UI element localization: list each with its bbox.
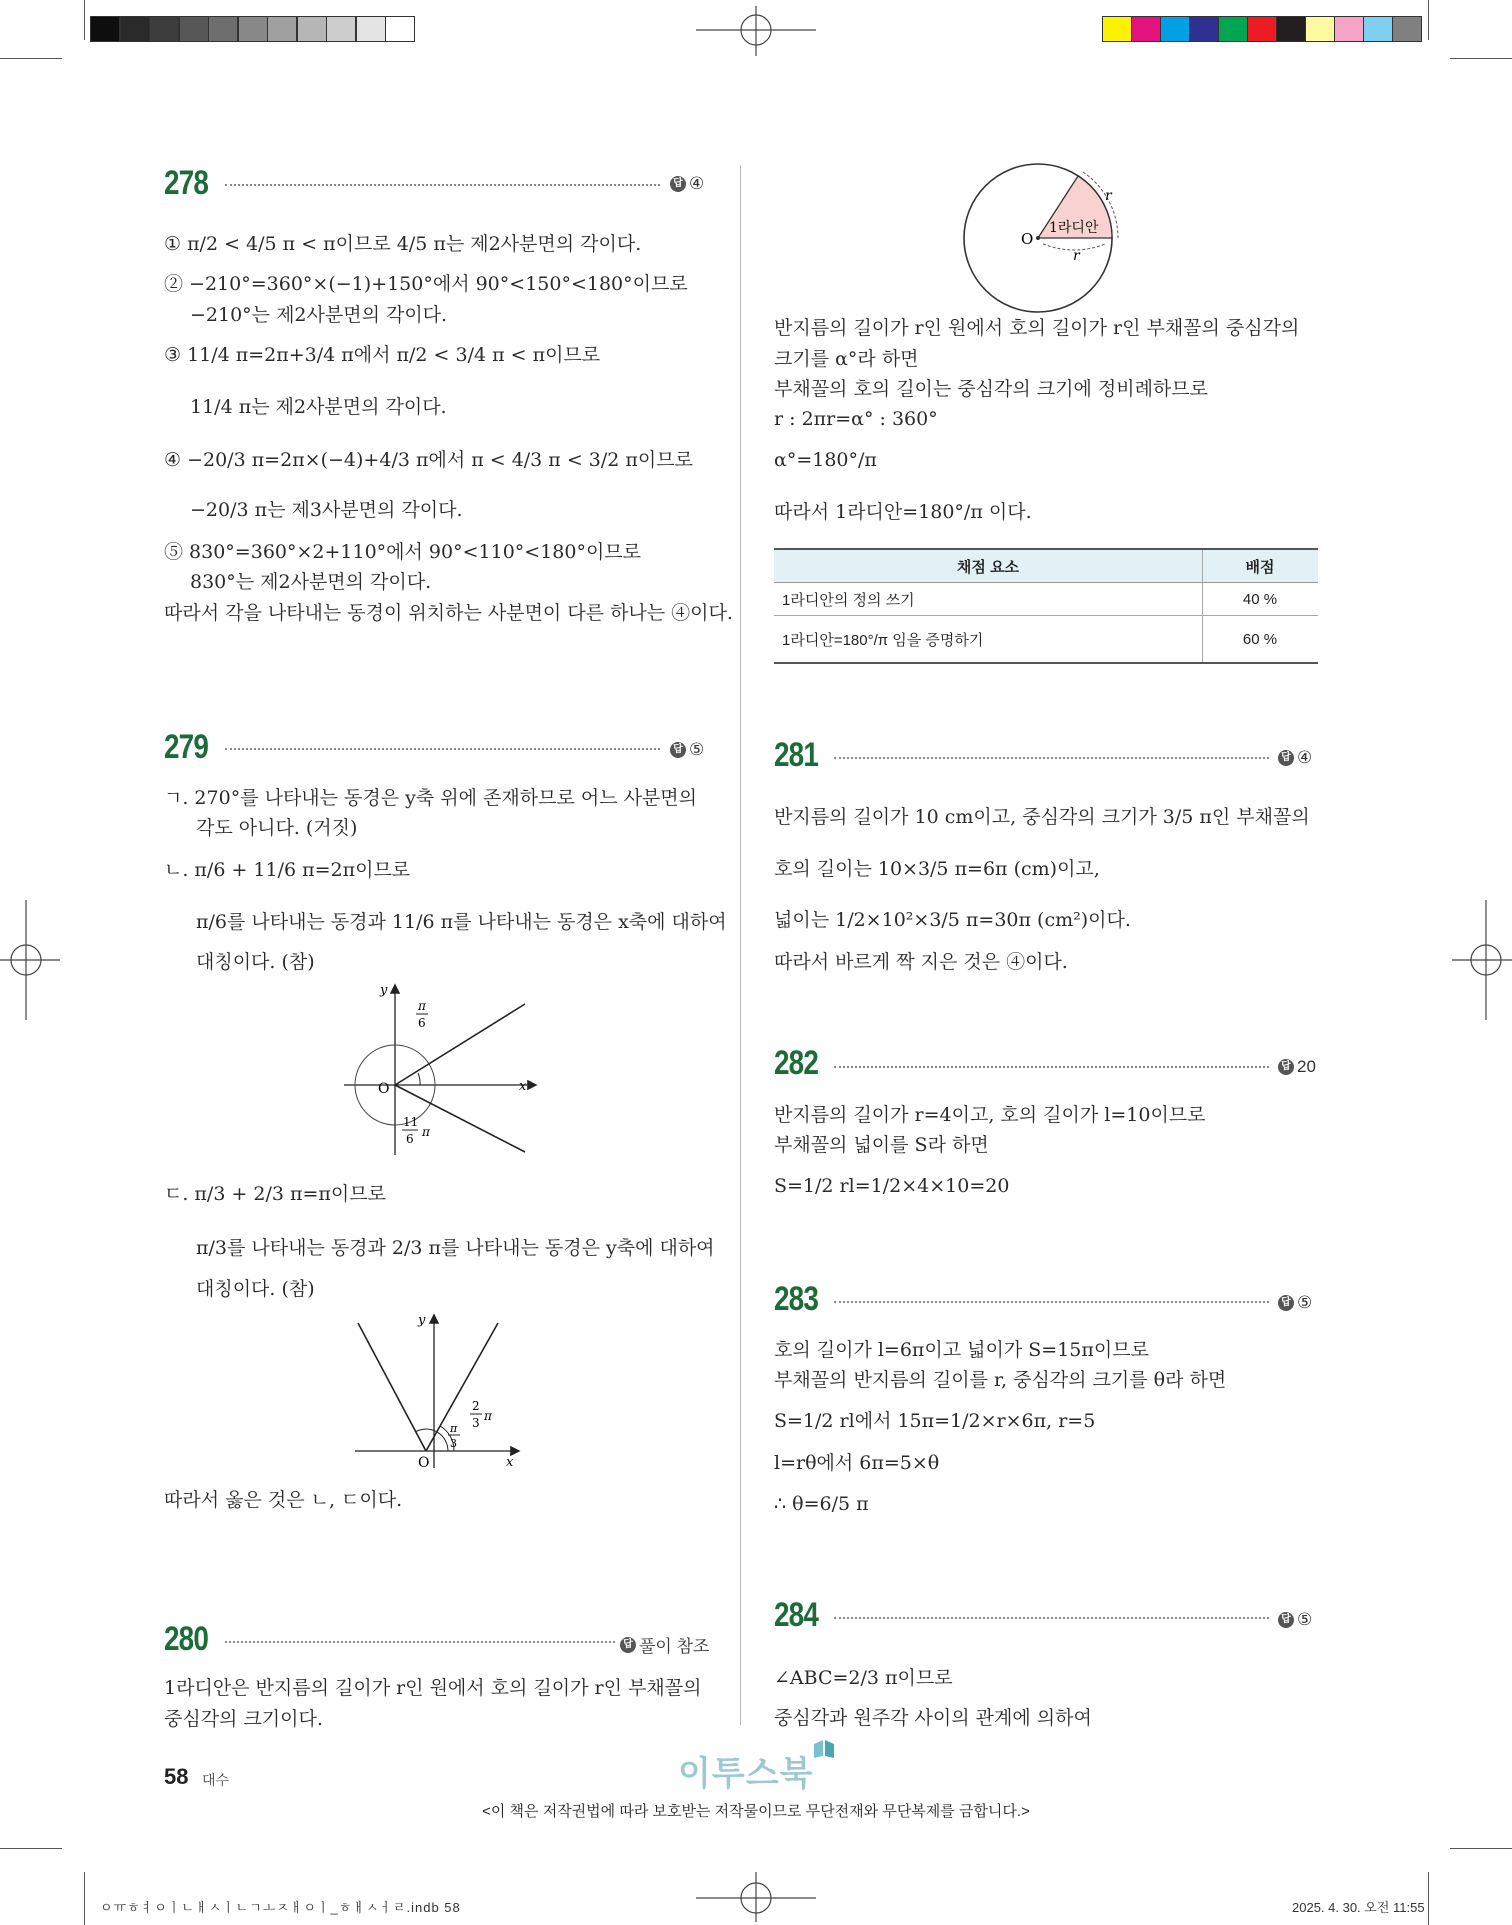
book-icon [812,1738,836,1760]
crop-mark [0,1848,62,1849]
solution-line: 1라디안은 반지름의 길이가 r인 원에서 호의 길이가 r인 부채꼴의 [164,1677,702,1699]
problem-number: 283 [774,1280,819,1318]
crop-mark [1428,1872,1429,1925]
problem-number: 284 [774,1596,819,1634]
solution-line: S=1/2 rl=1/2×4×10=20 [774,1175,1010,1197]
angle-pi: π [484,1409,492,1423]
table-cell: 40 % [1203,583,1319,616]
origin-label: O [418,1455,430,1471]
table-header: 배점 [1203,549,1319,583]
answer-label [1278,748,1312,768]
angle-arc [418,1073,420,1085]
color-swatch [1363,16,1393,42]
column-divider [740,165,741,1725]
copyright-notice: <이 책은 저작권법에 따라 보호받는 저작물이므로 무단전재와 무단복제를 금합니다.> [482,1803,1030,1820]
page-number: 58 [164,1764,189,1789]
scoring-table [774,548,1318,664]
dotted-leader [225,748,660,750]
problem-number: 279 [164,728,209,766]
file-name: ㅇㅠㅎㅕㅇㅣㄴㅐㅅㅣㄴㄱㅗㅈㅐㅇㅣ_ㅎㅐㅅㅓㄹ.indb 58 [100,1900,461,1915]
angle-den: 3 [450,1437,457,1450]
table-header: 채점 요소 [774,549,1203,583]
solution-line: r : 2πr=α° : 360° [774,408,938,430]
registration-mark-top [696,6,816,56]
color-swatch [356,16,386,42]
answer-label [670,740,704,760]
answer-value: ⑤ [1297,1293,1313,1312]
solution-line: 부채꼴의 호의 길이는 중심각의 크기에 정비례하므로 [774,378,1208,400]
solution-line: 부채꼴의 반지름의 길이를 r, 중심각의 크기를 θ라 하면 [774,1369,1227,1391]
dotted-leader [834,757,1269,759]
solution-line: 따라서 바르게 짝 지은 것은 ④이다. [774,951,1068,973]
solution-line: 넓이는 1/2×10²×3/5 π=30π (cm²)이다. [774,909,1131,931]
solution-line: 크기를 α°라 하면 [774,348,919,370]
dotted-leader [225,184,660,186]
color-swatch [1392,16,1422,42]
solution-line: 따라서 각을 나타내는 동경이 위치하는 사분면이 다른 하나는 ④이다. [164,602,733,624]
solution-line: 따라서 옳은 것은 ㄴ, ㄷ이다. [164,1489,403,1511]
solution-line: ∴ θ=6/5 π [774,1493,869,1515]
dotted-leader [225,1641,615,1643]
solution-line: S=1/2 rl에서 15π=1/2×r×6π, r=5 [774,1410,1096,1432]
table-cell: 60 % [1203,616,1319,664]
color-swatch [1247,16,1277,42]
x-label: x [506,1455,514,1470]
solution-line: 대칭이다. (참) [196,1278,315,1300]
color-swatch [1334,16,1364,42]
solution-line: ③ 11/4 π=2π+3/4 π에서 π/2 < 3/4 π < π이므로 [164,344,601,366]
color-swatch [1189,16,1219,42]
crop-mark [0,58,62,59]
angle-num: 11 [403,1115,419,1129]
y-label: y [380,983,388,998]
radian-circle-diagram [955,160,1135,320]
color-swatch [1305,16,1335,42]
color-swatch [267,16,297,42]
crop-mark [84,0,85,40]
solution-line: 반지름의 길이가 r인 원에서 호의 길이가 r인 부채꼴의 중심각의 [774,317,1300,339]
solution-line: ① π/2 < 4/5 π < π이므로 4/5 π는 제2사분면의 각이다. [164,233,642,255]
crop-mark [1450,58,1512,59]
color-swatch [1160,16,1190,42]
answer-label [1278,1057,1316,1077]
color-swatch [1218,16,1248,42]
solution-line: 반지름의 길이가 r=4이고, 호의 길이가 l=10이므로 [774,1104,1206,1126]
answer-icon: 답 [1278,1612,1294,1628]
problem-number: 278 [164,164,209,202]
solution-line: α°=180°/π [774,449,877,471]
answer-value: ④ [1297,748,1313,767]
solution-line: 중심각의 크기이다. [164,1708,323,1730]
registration-mark-right [1452,900,1512,1020]
problem-number: 281 [774,736,819,774]
y-label: y [418,1313,426,1328]
solution-line: l=rθ에서 6π=5×θ [774,1452,940,1474]
color-swatch [297,16,327,42]
answer-value: 20 [1297,1057,1316,1076]
solution-line: 호의 길이는 10×3/5 π=6π (cm)이고, [774,858,1100,880]
solution-line: 반지름의 길이가 10 cm이고, 중심각의 크기가 3/5 π인 부채꼴의 [774,806,1310,828]
answer-icon: 답 [1278,1059,1294,1075]
solution-line: π/3를 나타내는 동경과 2/3 π를 나타내는 동경은 y축에 대하여 [196,1237,715,1259]
radius-label: r [1073,248,1080,264]
answer-icon: 답 [670,742,686,758]
ray-pi-over-6 [395,1004,525,1085]
color-swatch [326,16,356,42]
publisher-logo: 이투스북 [678,1755,814,1793]
color-swatch [179,16,209,42]
problem-number: 280 [164,1620,209,1658]
x-label: x [519,1079,527,1094]
color-swatch [1276,16,1306,42]
answer-label [620,1632,709,1657]
answer-label [670,174,704,194]
solution-line: 따라서 1라디안=180°/π 이다. [774,501,1032,523]
table-row [774,616,1318,664]
origin-label: O [378,1081,390,1097]
color-swatch [90,16,120,42]
crop-mark [84,1872,85,1925]
radian-label: 1라디안 [1049,220,1099,236]
color-swatch [238,16,268,42]
angle-pi: π [422,1125,430,1139]
answer-label [1278,1610,1312,1630]
answer-value: ⑤ [1297,1610,1313,1629]
solution-line: ㄴ. π/6 + 11/6 π=2π이므로 [164,859,411,881]
angle-num: π [418,999,426,1013]
answer-icon: 답 [1278,1295,1294,1311]
problem-number: 282 [774,1044,819,1082]
angle-diagram-pi-over-6 [330,980,550,1160]
solution-line: −210°는 제2사분면의 각이다. [190,304,448,326]
solution-line: 중심각과 원주각 사이의 관계에 의하여 [774,1707,1092,1729]
center-point [1036,236,1040,240]
color-swatch [208,16,238,42]
solution-line: ㄷ. π/3 + 2/3 π=π이므로 [164,1183,386,1205]
angle-diagram-pi-over-3 [350,1308,530,1473]
solution-line: ④ −20/3 π=2π×(−4)+4/3 π에서 π < 4/3 π < 3/2 π이므로 [164,449,693,471]
solution-line: 11/4 π는 제2사분면의 각이다. [190,396,447,418]
registration-mark-left [0,900,60,1020]
solution-line: 각도 아니다. (거짓) [196,817,358,839]
answer-icon: 답 [670,176,686,192]
answer-value: 풀이 참조 [639,1637,710,1656]
solution-line: ㄱ. 270°를 나타내는 동경은 y축 위에 존재하므로 어느 사분면의 [164,787,697,809]
color-swatch [120,16,150,42]
angle-den: 6 [406,1132,414,1146]
dotted-leader [834,1301,1269,1303]
solution-line: ② −210°=360°×(−1)+150°에서 90°<150°<180°이므로 [164,273,688,295]
answer-icon: 답 [620,1637,636,1653]
crop-mark [1450,1848,1512,1849]
solution-line: 830°는 제2사분면의 각이다. [190,571,432,593]
solution-line: 호의 길이가 l=6π이고 넓이가 S=15π이므로 [774,1339,1149,1361]
dotted-leader [834,1617,1269,1619]
crop-mark [1428,0,1429,40]
table-cell: 1라디안=180°/π 임을 증명하기 [774,616,1203,664]
origin-label: O [1021,230,1034,248]
table-cell: 1라디안의 정의 쓰기 [774,583,1203,616]
color-swatch [1102,16,1132,42]
angle-num: π [450,1422,458,1435]
solution-line: ∠ABC=2/3 π이므로 [774,1667,953,1689]
solution-line: 대칭이다. (참) [196,951,315,973]
color-swatch [149,16,179,42]
answer-value: ④ [689,174,705,193]
angle-den: 3 [472,1416,480,1430]
solution-line: ⑤ 830°=360°×2+110°에서 90°<110°<180°이므로 [164,541,642,563]
color-swatch [385,16,415,42]
arc-label: r [1105,188,1112,204]
angle-den: 6 [418,1016,426,1030]
answer-label [1278,1293,1312,1313]
subject-label: 대수 [202,1772,230,1788]
solution-line: −20/3 π는 제3사분면의 각이다. [190,499,463,521]
print-date: 2025. 4. 30. 오전 11:55 [1292,1900,1425,1915]
color-swatch [1131,16,1161,42]
table-row [774,583,1318,616]
answer-icon: 답 [1278,750,1294,766]
table-header-row [774,549,1318,583]
solution-line: 부채꼴의 넓이를 S라 하면 [774,1134,989,1156]
registration-mark-bottom [696,1872,816,1922]
answer-value: ⑤ [689,740,705,759]
dotted-leader [834,1066,1269,1068]
angle-num: 2 [472,1399,480,1413]
solution-line: π/6를 나타내는 동경과 11/6 π를 나타내는 동경은 x축에 대하여 [196,911,727,933]
